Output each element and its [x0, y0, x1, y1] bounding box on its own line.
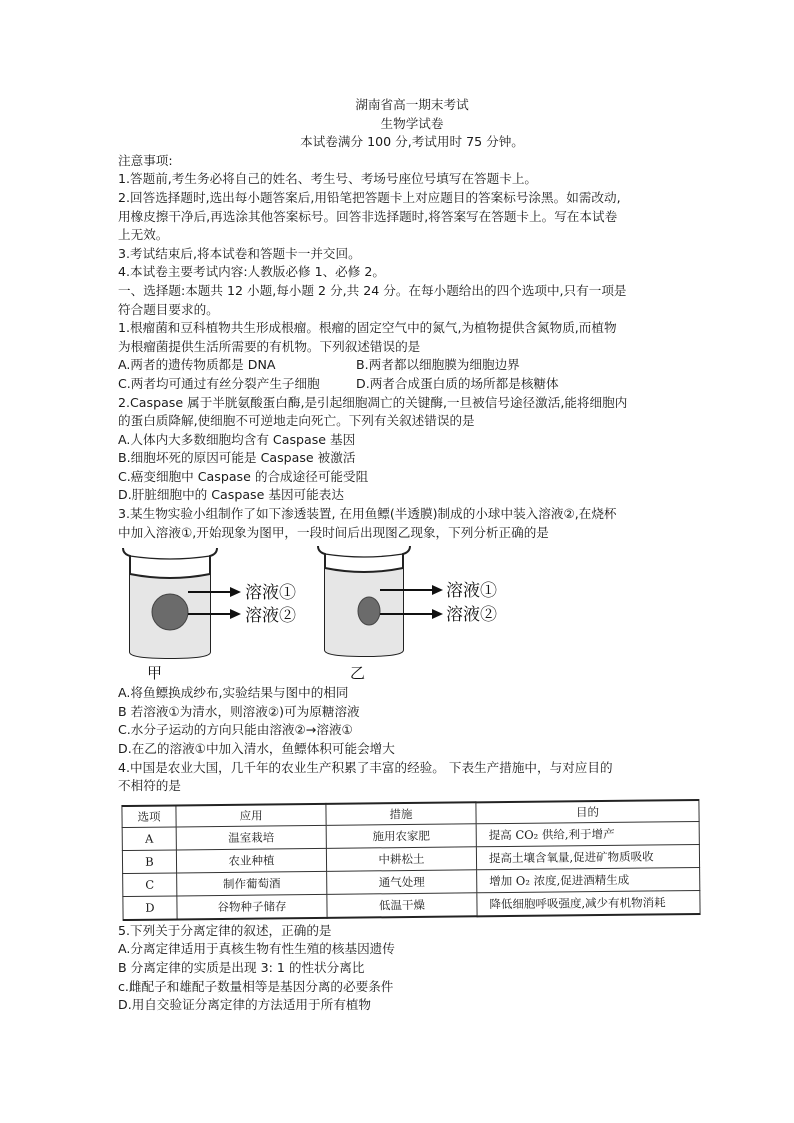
q1-option-c: C.两者均可通过有丝分裂产生子细胞	[118, 375, 320, 391]
exam-info: 本试卷满分 100 分,考试用时 75 分钟。	[300, 134, 524, 150]
q1-options-row	[118, 356, 706, 375]
notice-item: 用橡皮擦干净后,再选涂其他答案标号。回答非选择题时,将答案写在答题卡上。写在本试卷	[118, 208, 618, 224]
q1-option-d: D.两者合成蛋白质的场所都是核糖体	[356, 375, 559, 391]
q1-options-row	[118, 375, 706, 394]
q4-stem: 4.中国是农业大国，几千年的农业生产积累了丰富的经验。 下表生产措施中，与对应目的	[118, 759, 613, 775]
table-cell: B	[122, 850, 176, 874]
q5-option-b: B 分离定律的实质是出现 3: 1 的性状分离比	[118, 960, 365, 975]
table-row	[123, 890, 700, 920]
table-cell: 施用农家肥	[326, 824, 476, 849]
q2-stem: 的蛋白质降解,使细胞不可逆地走向死亡。下列有关叙述错误的是	[118, 413, 475, 429]
q1-stem: 1.根瘤菌和豆科植物共生形成根瘤。根瘤的固定空气中的氮气,为植物提供含氮物质,而植物	[118, 320, 617, 336]
label-solution-1: 溶液①	[245, 583, 296, 604]
table-cell: D	[123, 896, 177, 920]
q3-stem: 中加入溶液①,开始现象为图甲，一段时间后出现图乙现象，下列分析正确的是	[118, 524, 549, 540]
q2-option-c: C.癌变细胞中 Caspase 的合成途径可能受阻	[118, 468, 369, 484]
notice-item: 1.答题前,考生务必将自己的姓名、考生号、考场号座位号填写在答题卡上。	[118, 171, 538, 187]
table-cell: 中耕松土	[326, 847, 476, 872]
q2-option-a: A.人体内大多数细胞均含有 Caspase 基因	[118, 431, 356, 447]
beaker-left	[123, 548, 217, 658]
table-header: 目的	[476, 800, 699, 824]
q3-stem: 3.某生物实验小组制作了如下渗透装置, 在用鱼鳔(半透膜)制成的小球中装入溶液②,在烧杯	[118, 506, 617, 522]
q5-option-d: D.用自交验证分离定律的方法适用于所有植物	[118, 997, 371, 1013]
table-cell: 降低细胞呼吸强度,减少有机物消耗	[477, 890, 700, 916]
q4-table-wrap	[118, 800, 706, 918]
q3-option-d: D.在乙的溶液①中加入清水，鱼鳔体积可能会增大	[118, 741, 395, 757]
table-cell: 低温干燥	[327, 893, 477, 918]
notice-item: 2.回答选择题时,选出每小题答案后,用铅笔把答题卡上对应题目的答案标号涂黑。如需改动,	[118, 189, 621, 205]
beaker-right	[318, 546, 410, 656]
table-cell: C	[123, 873, 177, 897]
exam-page	[118, 96, 706, 1015]
label-solution-2: 溶液②	[245, 606, 296, 627]
osmosis-figure	[118, 546, 706, 682]
notice-heading: 注意事项:	[118, 152, 173, 168]
table-cell: 提高 CO₂ 供给,利于增产	[476, 821, 699, 846]
label-solution-1: 溶液①	[446, 581, 497, 602]
table-cell: 提高土壤含氧量,促进矿物质吸收	[476, 844, 699, 869]
notice-item: 3.考试结束后,将本试卷和答题卡一并交回。	[118, 245, 361, 261]
table-cell: 温室栽培	[176, 825, 326, 850]
table-cell: 通气处理	[327, 870, 477, 895]
exam-title: 湖南省高一期末考试	[355, 97, 469, 112]
q2-option-d: D.肝脏细胞中的 Caspase 基因可能表达	[118, 487, 344, 503]
q2-stem: 2.Caspase 属于半胱氨酸蛋白酶,是引起细胞凋亡的关键酶,一旦被信号途径激活,能将细胞内	[118, 394, 628, 410]
section-heading: 符合题目要求的。	[118, 301, 219, 317]
table-header: 选项	[122, 805, 176, 827]
q1-option-a: A.两者的遗传物质都是 DNA	[118, 357, 276, 373]
q3-option-b: B 若溶液①为清水，则溶液②)可为原糖溶液	[118, 703, 360, 719]
q5-stem: 5.下列关于分离定律的叙述，正确的是	[118, 922, 332, 938]
table-header: 措施	[326, 802, 476, 825]
q3-option-a: A.将鱼鳔换成纱布,实验结果与图中的相同	[118, 685, 349, 701]
q5-option-a: A.分离定律适用于真核生物有性生殖的核基因遗传	[118, 941, 395, 957]
caption-yi: 乙	[350, 664, 366, 683]
notice-item: 上无效。	[118, 227, 169, 243]
q4-stem: 不相符的是	[118, 778, 181, 794]
osmosis-diagram	[118, 546, 706, 682]
q2-option-b: B.细胞坏死的原因可能是 Caspase 被激活	[118, 450, 356, 466]
table-cell: 增加 O₂ 浓度,促进酒精生成	[477, 867, 700, 892]
q3-option-c: C.水分子运动的方向只能由溶液②→溶液①	[118, 722, 353, 738]
q1-option-b: B.两者都以细胞膜为细胞边界	[356, 357, 520, 373]
caption-jia: 甲	[147, 664, 163, 683]
table-cell: 农业种植	[176, 848, 326, 873]
q5-option-c: c.雌配子和雄配子数量相等是基因分离的必要条件	[118, 978, 394, 994]
section-heading: 一、选择题:本题共 12 小题,每小题 2 分,共 24 分。在每小题给出的四个选项中,只有一项是	[118, 282, 627, 298]
table-cell: 制作葡萄酒	[177, 871, 327, 896]
table-cell: A	[122, 827, 176, 851]
label-solution-2: 溶液②	[446, 605, 497, 626]
exam-subject: 生物学试卷	[380, 115, 444, 131]
q1-stem: 为根瘤菌提供生活所需要的有机物。下列叙述错误的是	[118, 338, 421, 354]
notice-item: 4.本试卷主要考试内容:人教版必修 1、必修 2。	[118, 264, 385, 280]
table-header: 应用	[176, 804, 326, 827]
q4-table	[121, 799, 700, 921]
table-cell: 谷物种子储存	[177, 894, 327, 919]
